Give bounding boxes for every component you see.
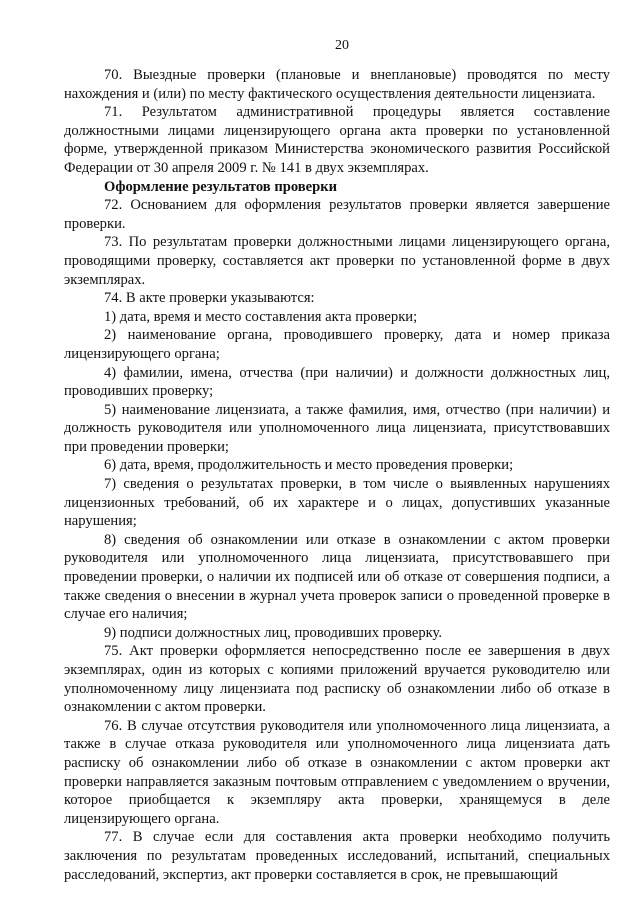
list-item-7: 7) сведения о результатах проверки, в том числе о выявленных нарушениях лицензионных требований, об их характере и о лицах, допустивших указанные нарушения; bbox=[64, 476, 610, 530]
paragraph-71: 71. Результатом административной процедуры является составление должностными лицами лицензирующего органа акта проверки по установленной форме, утвержденной приказом Министерства экономического развития Российской Федерации от 30 апреля 2009 г. № 141 в двух экземплярах. bbox=[64, 104, 610, 176]
list-item-4: 4) фамилии, имена, отчества (при наличии) и должности должностных лиц, проводивших проверку; bbox=[64, 364, 610, 400]
list-item-1: 1) дата, время и место составления акта проверки; bbox=[104, 308, 418, 325]
page-number: 20 bbox=[335, 38, 349, 53]
paragraph-77: 77. В случае если для составления акта проверки необходимо получить заключения по результатам проведенных исследований, испытаний, специальных расследований, экспертиз, акт проверки составляется в срок, не превышающий bbox=[64, 829, 610, 883]
paragraph-70: 70. Выездные проверки (плановые и внеплановые) проводятся по месту нахождения и (или) по месту фактического осуществления деятельности лицензиата. bbox=[64, 67, 610, 102]
list-item-9: 9) подписи должностных лиц, проводивших проверку. bbox=[104, 624, 442, 641]
list-item-6: 6) дата, время, продолжительность и место проведения проверки; bbox=[104, 457, 514, 474]
paragraph-75: 75. Акт проверки оформляется непосредственно после ее завершения в двух экземплярах, один из которых с копиями приложений вручается руководителю или уполномоченному лицу лицензиата под расписку об ознакомлении либо об отказе в ознакомлении с актом проверки. bbox=[64, 643, 610, 716]
list-item-5: 5) наименование лицензиата, а также фамилия, имя, отчество (при наличии) и должность руководителя или уполномоченного лица лицензиата, присутствовавших при проведении проверки; bbox=[64, 401, 610, 455]
paragraph-73: 73. По результатам проверки должностными лицами лицензирующего органа, проводящими проверку, составляется акт проверки по установленной форме в двух экземплярах. bbox=[64, 234, 610, 288]
paragraph-76: 76. В случае отсутствия руководителя или уполномоченного лица лицензиата, а также в случае отказа руководителя или уполномоченного лица лицензиата дать расписку об ознакомлении либо об отказе в ознакомлении с актом проверки акт проверки направляется заказным почтовым отправлением с уведомлением о вручении, которое приобщается к экземпляру акта проверки, хранящемуся в деле лицензирующего органа. bbox=[64, 717, 610, 827]
list-item-2: 2) наименование органа, проводившего проверку, дата и номер приказа лицензирующего органа; bbox=[64, 327, 610, 362]
paragraph-72: 72. Основанием для оформления результатов проверки является завершение проверки. bbox=[64, 197, 610, 232]
paragraph-74: 74. В акте проверки указываются: bbox=[104, 290, 315, 307]
section-heading: Оформление результатов проверки bbox=[104, 178, 338, 195]
list-item-8: 8) сведения об ознакомлении или отказе в ознакомлении с актом проверки руководителя или уполномоченного лица лицензиата, присутствовавшего при проведении проверки, о наличии их подписей или об отказе от совершения подписи, а также сведения о внесении в журнал учета проверок записи о проведенной проверке в случае его наличия; bbox=[64, 531, 610, 623]
